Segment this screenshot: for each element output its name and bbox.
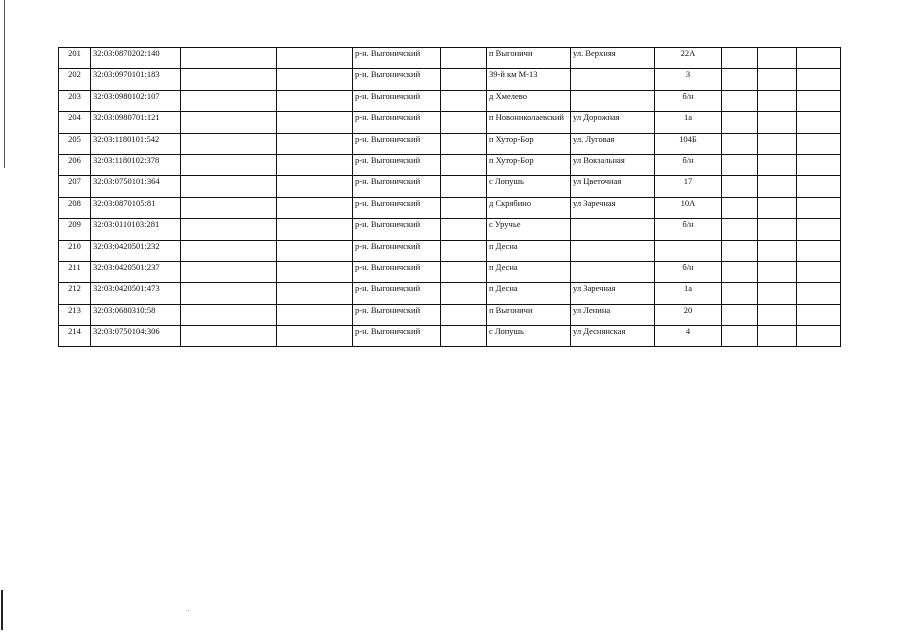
empty-cell [797, 176, 841, 197]
row-number: 206 [59, 154, 91, 175]
empty-cell [758, 197, 797, 218]
empty-cell [797, 197, 841, 218]
cadastral-number: 32:03:0750101:364 [91, 176, 181, 197]
settlement-cell: 39-й км М-13 [487, 69, 571, 90]
empty-cell [181, 240, 277, 261]
cadastral-number: 32:03:0980701:121 [91, 112, 181, 133]
table-row [59, 283, 841, 304]
cadastral-number: 32:03:0980102:107 [91, 90, 181, 111]
district-cell: р-н. Выгоничский [353, 90, 441, 111]
registry-table [58, 47, 841, 347]
empty-cell [441, 283, 487, 304]
district-cell: р-н. Выгоничский [353, 112, 441, 133]
row-number: 210 [59, 240, 91, 261]
street-cell: ул Ленина [571, 304, 655, 325]
empty-cell [797, 48, 841, 69]
empty-cell [441, 90, 487, 111]
house-number-cell: 17 [655, 176, 722, 197]
empty-cell [797, 69, 841, 90]
cadastral-number: 32:03:0750104:306 [91, 326, 181, 347]
empty-cell [441, 69, 487, 90]
house-number-cell: б/н [655, 154, 722, 175]
table-row [59, 133, 841, 154]
empty-cell [277, 261, 353, 282]
empty-cell [758, 261, 797, 282]
empty-cell [758, 240, 797, 261]
empty-cell [441, 261, 487, 282]
street-cell: ул. Луговая [571, 133, 655, 154]
table-row [59, 90, 841, 111]
table-row [59, 69, 841, 90]
settlement-cell: п Хутор-Бор [487, 133, 571, 154]
cadastral-number: 32:03:1180102:378 [91, 154, 181, 175]
empty-cell [181, 326, 277, 347]
empty-cell [181, 176, 277, 197]
cadastral-number: 32:03:1180101:542 [91, 133, 181, 154]
empty-cell [277, 219, 353, 240]
district-cell: р-н. Выгоничский [353, 326, 441, 347]
district-cell: р-н. Выгоничский [353, 154, 441, 175]
empty-cell [181, 154, 277, 175]
empty-cell [797, 283, 841, 304]
settlement-cell: п Десна [487, 240, 571, 261]
empty-cell [758, 112, 797, 133]
empty-cell [441, 219, 487, 240]
street-cell [571, 219, 655, 240]
empty-cell [722, 48, 758, 69]
scan-edge-line [4, 0, 5, 168]
empty-cell [277, 48, 353, 69]
row-number: 212 [59, 283, 91, 304]
street-cell [571, 261, 655, 282]
empty-cell [797, 261, 841, 282]
empty-cell [181, 197, 277, 218]
street-cell [571, 90, 655, 111]
empty-cell [441, 240, 487, 261]
street-cell: ул. Верхняя [571, 48, 655, 69]
row-number: 214 [59, 326, 91, 347]
row-number: 211 [59, 261, 91, 282]
scan-edge-mark [1, 590, 3, 630]
empty-cell [797, 240, 841, 261]
cadastral-number: 32:03:0420501:473 [91, 283, 181, 304]
empty-cell [758, 219, 797, 240]
settlement-cell: п Десна [487, 261, 571, 282]
empty-cell [441, 176, 487, 197]
empty-cell [181, 133, 277, 154]
empty-cell [441, 197, 487, 218]
table-row [59, 197, 841, 218]
empty-cell [441, 48, 487, 69]
settlement-cell: д Хмелево [487, 90, 571, 111]
cadastral-number: 32:03:0680310:58 [91, 304, 181, 325]
house-number-cell: 104Б [655, 133, 722, 154]
empty-cell [722, 133, 758, 154]
empty-cell [797, 90, 841, 111]
empty-cell [758, 326, 797, 347]
settlement-cell: п Хутор-Бор [487, 154, 571, 175]
empty-cell [722, 219, 758, 240]
empty-cell [277, 240, 353, 261]
empty-cell [277, 154, 353, 175]
settlement-cell: с Лопушь [487, 326, 571, 347]
house-number-cell [655, 240, 722, 261]
district-cell: р-н. Выгоничский [353, 219, 441, 240]
row-number: 204 [59, 112, 91, 133]
street-cell: ул Дорожная [571, 112, 655, 133]
settlement-cell: п Выгоничи [487, 304, 571, 325]
empty-cell [277, 326, 353, 347]
empty-cell [441, 133, 487, 154]
empty-cell [181, 261, 277, 282]
house-number-cell: 1а [655, 283, 722, 304]
cadastral-number: 32:03:0870202:140 [91, 48, 181, 69]
table-row [59, 219, 841, 240]
table-row [59, 261, 841, 282]
district-cell: р-н. Выгоничский [353, 48, 441, 69]
empty-cell [797, 304, 841, 325]
cadastral-number: 32:03:0420501:232 [91, 240, 181, 261]
district-cell: р-н. Выгоничский [353, 261, 441, 282]
empty-cell [181, 304, 277, 325]
empty-cell [722, 304, 758, 325]
house-number-cell: б/н [655, 90, 722, 111]
empty-cell [758, 283, 797, 304]
empty-cell [441, 304, 487, 325]
empty-cell [758, 176, 797, 197]
empty-cell [758, 154, 797, 175]
empty-cell [181, 283, 277, 304]
cadastral-number: 32:03:0870105:81 [91, 197, 181, 218]
empty-cell [722, 90, 758, 111]
table-row [59, 112, 841, 133]
row-number: 208 [59, 197, 91, 218]
settlement-cell: п Десна [487, 283, 571, 304]
empty-cell [797, 154, 841, 175]
settlement-cell: д Скрябино [487, 197, 571, 218]
empty-cell [441, 154, 487, 175]
empty-cell [722, 261, 758, 282]
street-cell [571, 240, 655, 261]
house-number-cell: б/н [655, 219, 722, 240]
empty-cell [181, 69, 277, 90]
empty-cell [277, 176, 353, 197]
district-cell: р-н. Выгоничский [353, 240, 441, 261]
empty-cell [277, 283, 353, 304]
table-row [59, 326, 841, 347]
empty-cell [441, 326, 487, 347]
cadastral-number: 32:03:0420501:237 [91, 261, 181, 282]
table-row [59, 240, 841, 261]
empty-cell [181, 112, 277, 133]
row-number: 213 [59, 304, 91, 325]
table-row [59, 176, 841, 197]
empty-cell [722, 240, 758, 261]
settlement-cell: п Новониколаевский [487, 112, 571, 133]
registry-rows [59, 48, 841, 347]
settlement-cell: с Уручье [487, 219, 571, 240]
empty-cell [277, 69, 353, 90]
street-cell: ул Цветочная [571, 176, 655, 197]
row-number: 205 [59, 133, 91, 154]
empty-cell [797, 326, 841, 347]
table-row [59, 154, 841, 175]
house-number-cell: 22А [655, 48, 722, 69]
district-cell: р-н. Выгоничский [353, 176, 441, 197]
house-number-cell: 1а [655, 112, 722, 133]
empty-cell [181, 90, 277, 111]
empty-cell [797, 112, 841, 133]
empty-cell [758, 304, 797, 325]
street-cell: ул Вокзальная [571, 154, 655, 175]
house-number-cell: 20 [655, 304, 722, 325]
scan-speck [188, 610, 189, 611]
street-cell: ул Заречная [571, 283, 655, 304]
table-row [59, 48, 841, 69]
empty-cell [758, 133, 797, 154]
row-number: 207 [59, 176, 91, 197]
empty-cell [277, 197, 353, 218]
empty-cell [441, 112, 487, 133]
empty-cell [722, 283, 758, 304]
empty-cell [181, 48, 277, 69]
street-cell [571, 69, 655, 90]
house-number-cell: 10А [655, 197, 722, 218]
empty-cell [277, 90, 353, 111]
settlement-cell: п Выгоничи [487, 48, 571, 69]
district-cell: р-н. Выгоничский [353, 133, 441, 154]
empty-cell [722, 154, 758, 175]
street-cell: ул Заречная [571, 197, 655, 218]
street-cell: ул Деснянская [571, 326, 655, 347]
empty-cell [758, 90, 797, 111]
settlement-cell: с Лопушь [487, 176, 571, 197]
district-cell: р-н. Выгоничский [353, 283, 441, 304]
cadastral-number: 32:03:0110103:281 [91, 219, 181, 240]
empty-cell [758, 69, 797, 90]
district-cell: р-н. Выгоничский [353, 197, 441, 218]
row-number: 203 [59, 90, 91, 111]
empty-cell [722, 112, 758, 133]
empty-cell [277, 112, 353, 133]
empty-cell [181, 219, 277, 240]
empty-cell [722, 197, 758, 218]
table-row [59, 304, 841, 325]
empty-cell [758, 48, 797, 69]
house-number-cell: 3 [655, 69, 722, 90]
empty-cell [722, 326, 758, 347]
empty-cell [277, 304, 353, 325]
row-number: 202 [59, 69, 91, 90]
empty-cell [797, 219, 841, 240]
district-cell: р-н. Выгоничский [353, 304, 441, 325]
house-number-cell: б/н [655, 261, 722, 282]
row-number: 201 [59, 48, 91, 69]
cadastral-number: 32:03:0970101:183 [91, 69, 181, 90]
empty-cell [722, 69, 758, 90]
empty-cell [797, 133, 841, 154]
row-number: 209 [59, 219, 91, 240]
district-cell: р-н. Выгоничский [353, 69, 441, 90]
empty-cell [277, 133, 353, 154]
house-number-cell: 4 [655, 326, 722, 347]
empty-cell [722, 176, 758, 197]
